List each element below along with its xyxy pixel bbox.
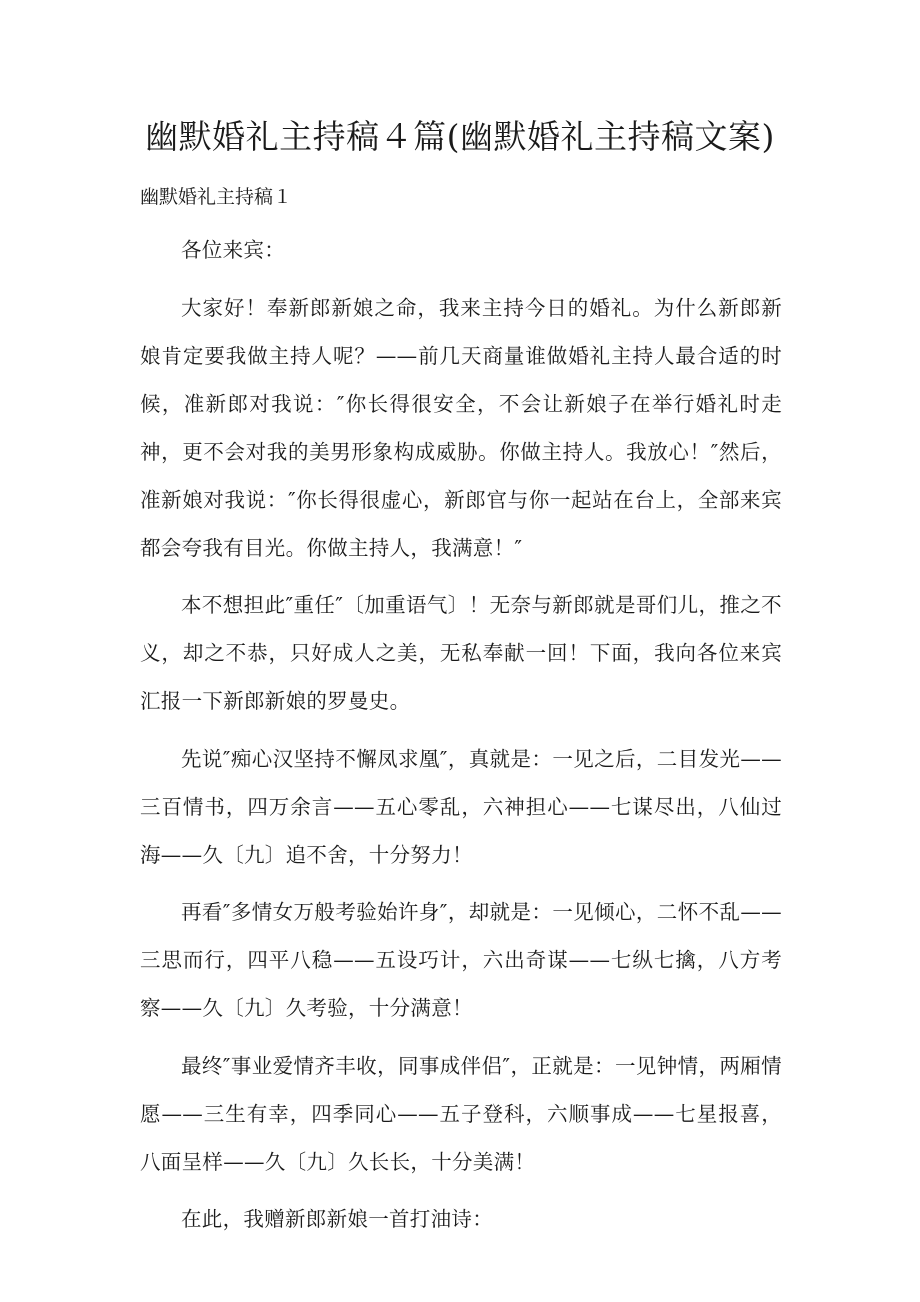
section-heading: 幽默婚礼主持稿１ bbox=[140, 186, 293, 208]
paragraph-finally: 最终″事业爱情齐丰收，同事成伴侣″，正就是：一见钟情，两厢情愿——三生有幸，四季同心——五子登科，六顺事成——七星报喜，八面呈样——久〔九〕久长长，十分美满！ bbox=[140, 1053, 782, 1174]
paragraph-poem-intro: 在此，我赠新郎新娘一首打油诗： bbox=[181, 1207, 493, 1231]
document-body bbox=[140, 226, 782, 1253]
paragraph-accept: 本不想担此″重任″〔加重语气〕！无奈与新郎就是哥们儿，推之不义，却之不恭，只好成人之美，无私奉献一回！下面，我向各位来宾汇报一下新郎新娘的罗曼史。 bbox=[140, 593, 782, 713]
paragraph-bride: 再看″多情女万般考验始许身″，却就是：一见倾心，二怀不乱——三思而行，四平八稳——五设巧计，六出奇谋——七纵七擒，八方考察——久〔九〕久考验，十分满意！ bbox=[140, 900, 782, 1020]
paragraph-intro: 大家好！奉新郎新娘之命，我来主持今日的婚礼。为什么新郎新娘肯定要我做主持人呢？——前几天商量谁做婚礼主持人最合适的时候，准新郎对我说：″你长得很安全，不会让新娘子在举行婚礼时走神，更不会对我的美男形象构成威胁。你做主持人。我放心！″然后，准新娘对我说：″你长得很虚心，新郎官与你一起站在台上，全部来宾都会夸我有目光。你做主持人，我满意！″ bbox=[140, 295, 782, 560]
document-title: 幽默婚礼主持稿４篇(幽默婚礼主持稿文案) bbox=[145, 117, 775, 156]
paragraph-greeting: 各位来宾： bbox=[181, 238, 285, 262]
paragraph-groom: 先说″痴心汉坚持不懈凤求凰″，真就是：一见之后，二目发光——三百情书，四万余言——五心零乱，六神担心——七谋尽出，八仙过海——久〔九〕追不舍，十分努力！ bbox=[140, 746, 782, 867]
